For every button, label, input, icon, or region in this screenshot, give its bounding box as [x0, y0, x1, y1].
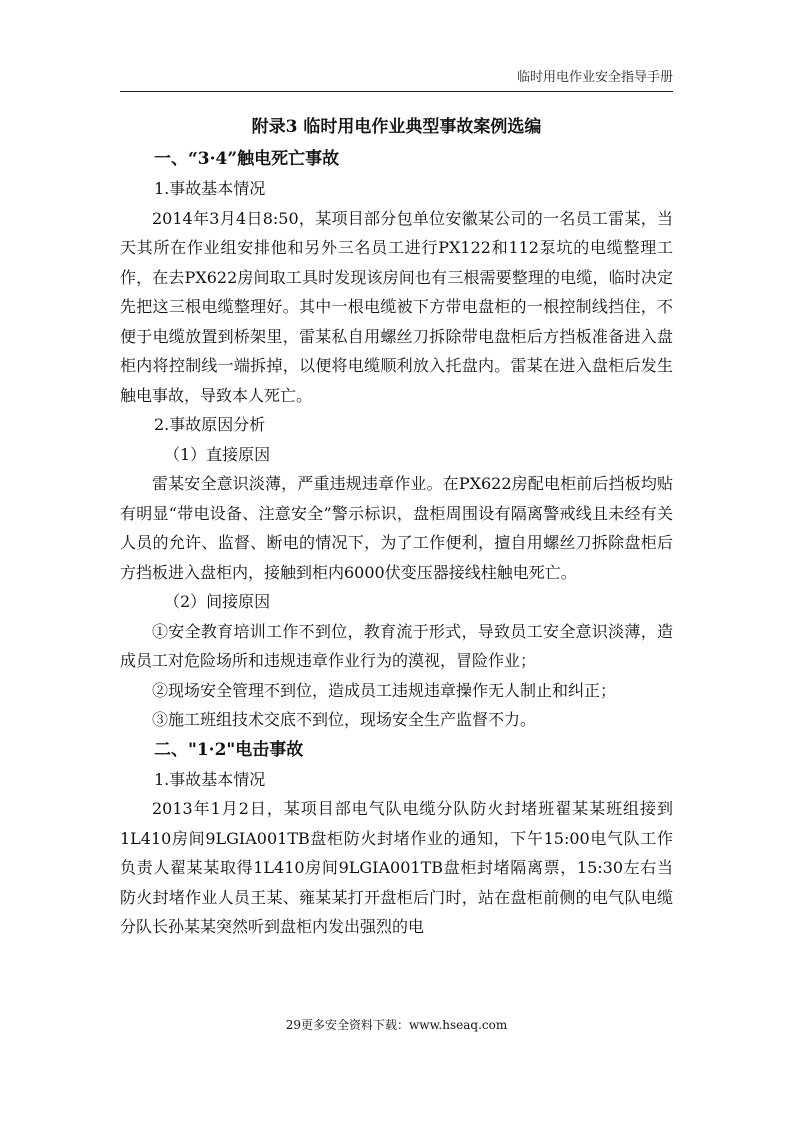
page-content — [120, 110, 673, 942]
page-footer: 29更多安全资料下载：www.hseaq.com — [285, 1018, 508, 1032]
page-header — [120, 66, 673, 92]
case1-section2-label: 2.事故原因分析 — [154, 415, 266, 434]
case1-direct-text: 雷某安全意识淡薄，严重违规违章作业。在PX622房配电柜前后挡板均贴有明显“带电设备、注意安全”警示标识，盘柜周围设有隔离警戒线且未经有关人员的允许、监督、断电的情况下，为了工作便利，擅自用螺丝刀拆除盘柜后方挡板进入盘柜内，接触到柜内6000伏变压器接线柱触电死亡。 — [120, 474, 673, 582]
case2-section1-label: 1.事故基本情况 — [154, 769, 266, 789]
case2-section1-text: 2013年1月2日，某项目部电气队电缆分队防火封堵班翟某某班组接到1L410房间9LGIA001TB盘柜防火封堵作业的通知，下午15:00电气队工作负责人翟某某取得1L410房间9LGIA001TB盘柜封堵隔离票，15:30左右当防火封堵作业人员王某、雍某某打开盘柜后门时，站在盘柜前侧的电气队电缆分队长孙某某突然听到盘柜内发出强烈的电 — [120, 799, 673, 936]
header-rule — [120, 91, 673, 92]
case1-indirect-item-2: ②现场安全管理不到位，造成员工违规违章操作无人制止和纠正； — [152, 680, 617, 700]
case1-section1-text: 2014年3月4日8:50，某项目部分包单位安徽某公司的一名员工雷某，当天其所在作业组安排他和另外三名员工进行PX122和112泵坑的电缆整理工作，在去PX622房间取工具时发现该房间也有三根需要整理的电缆，临时决定先把这三根电缆整理好。其中一根电缆被下方带电盘柜的一根控制线挡住，不便于电缆放置到桥架里，雷某私自用螺丝刀拆除带电盘柜后方挡板准备进入盘柜内将控制线一端拆掉，以便将电缆顺利放入托盘内。雷某在进入盘柜后发生触电事故，导致本人死亡。 — [120, 208, 673, 405]
case1-direct-label: （1）直接原因 — [164, 444, 271, 464]
appendix-title: 附录3 临时用电作业典型事故案例选编 — [251, 117, 542, 137]
case1-indirect-label: （2）间接原因 — [164, 592, 271, 611]
header-title: 临时用电作业安全指导手册 — [516, 70, 673, 85]
case1-indirect-item-3: ③施工班组技术交底不到位，现场安全生产监督不力。 — [152, 710, 537, 729]
case1-heading: 一、“3·4”触电死亡事故 — [154, 149, 340, 169]
case1-indirect-item-1: ①安全教育培训工作不到位，教育流于形式，导致员工安全意识淡薄，造成员工对危险场所和违规违章作业行为的漠视，冒险作业； — [120, 621, 673, 670]
case2-heading: 二、"1·2"电击事故 — [154, 739, 304, 760]
case1-section1-label: 1.事故基本情况 — [154, 179, 266, 198]
